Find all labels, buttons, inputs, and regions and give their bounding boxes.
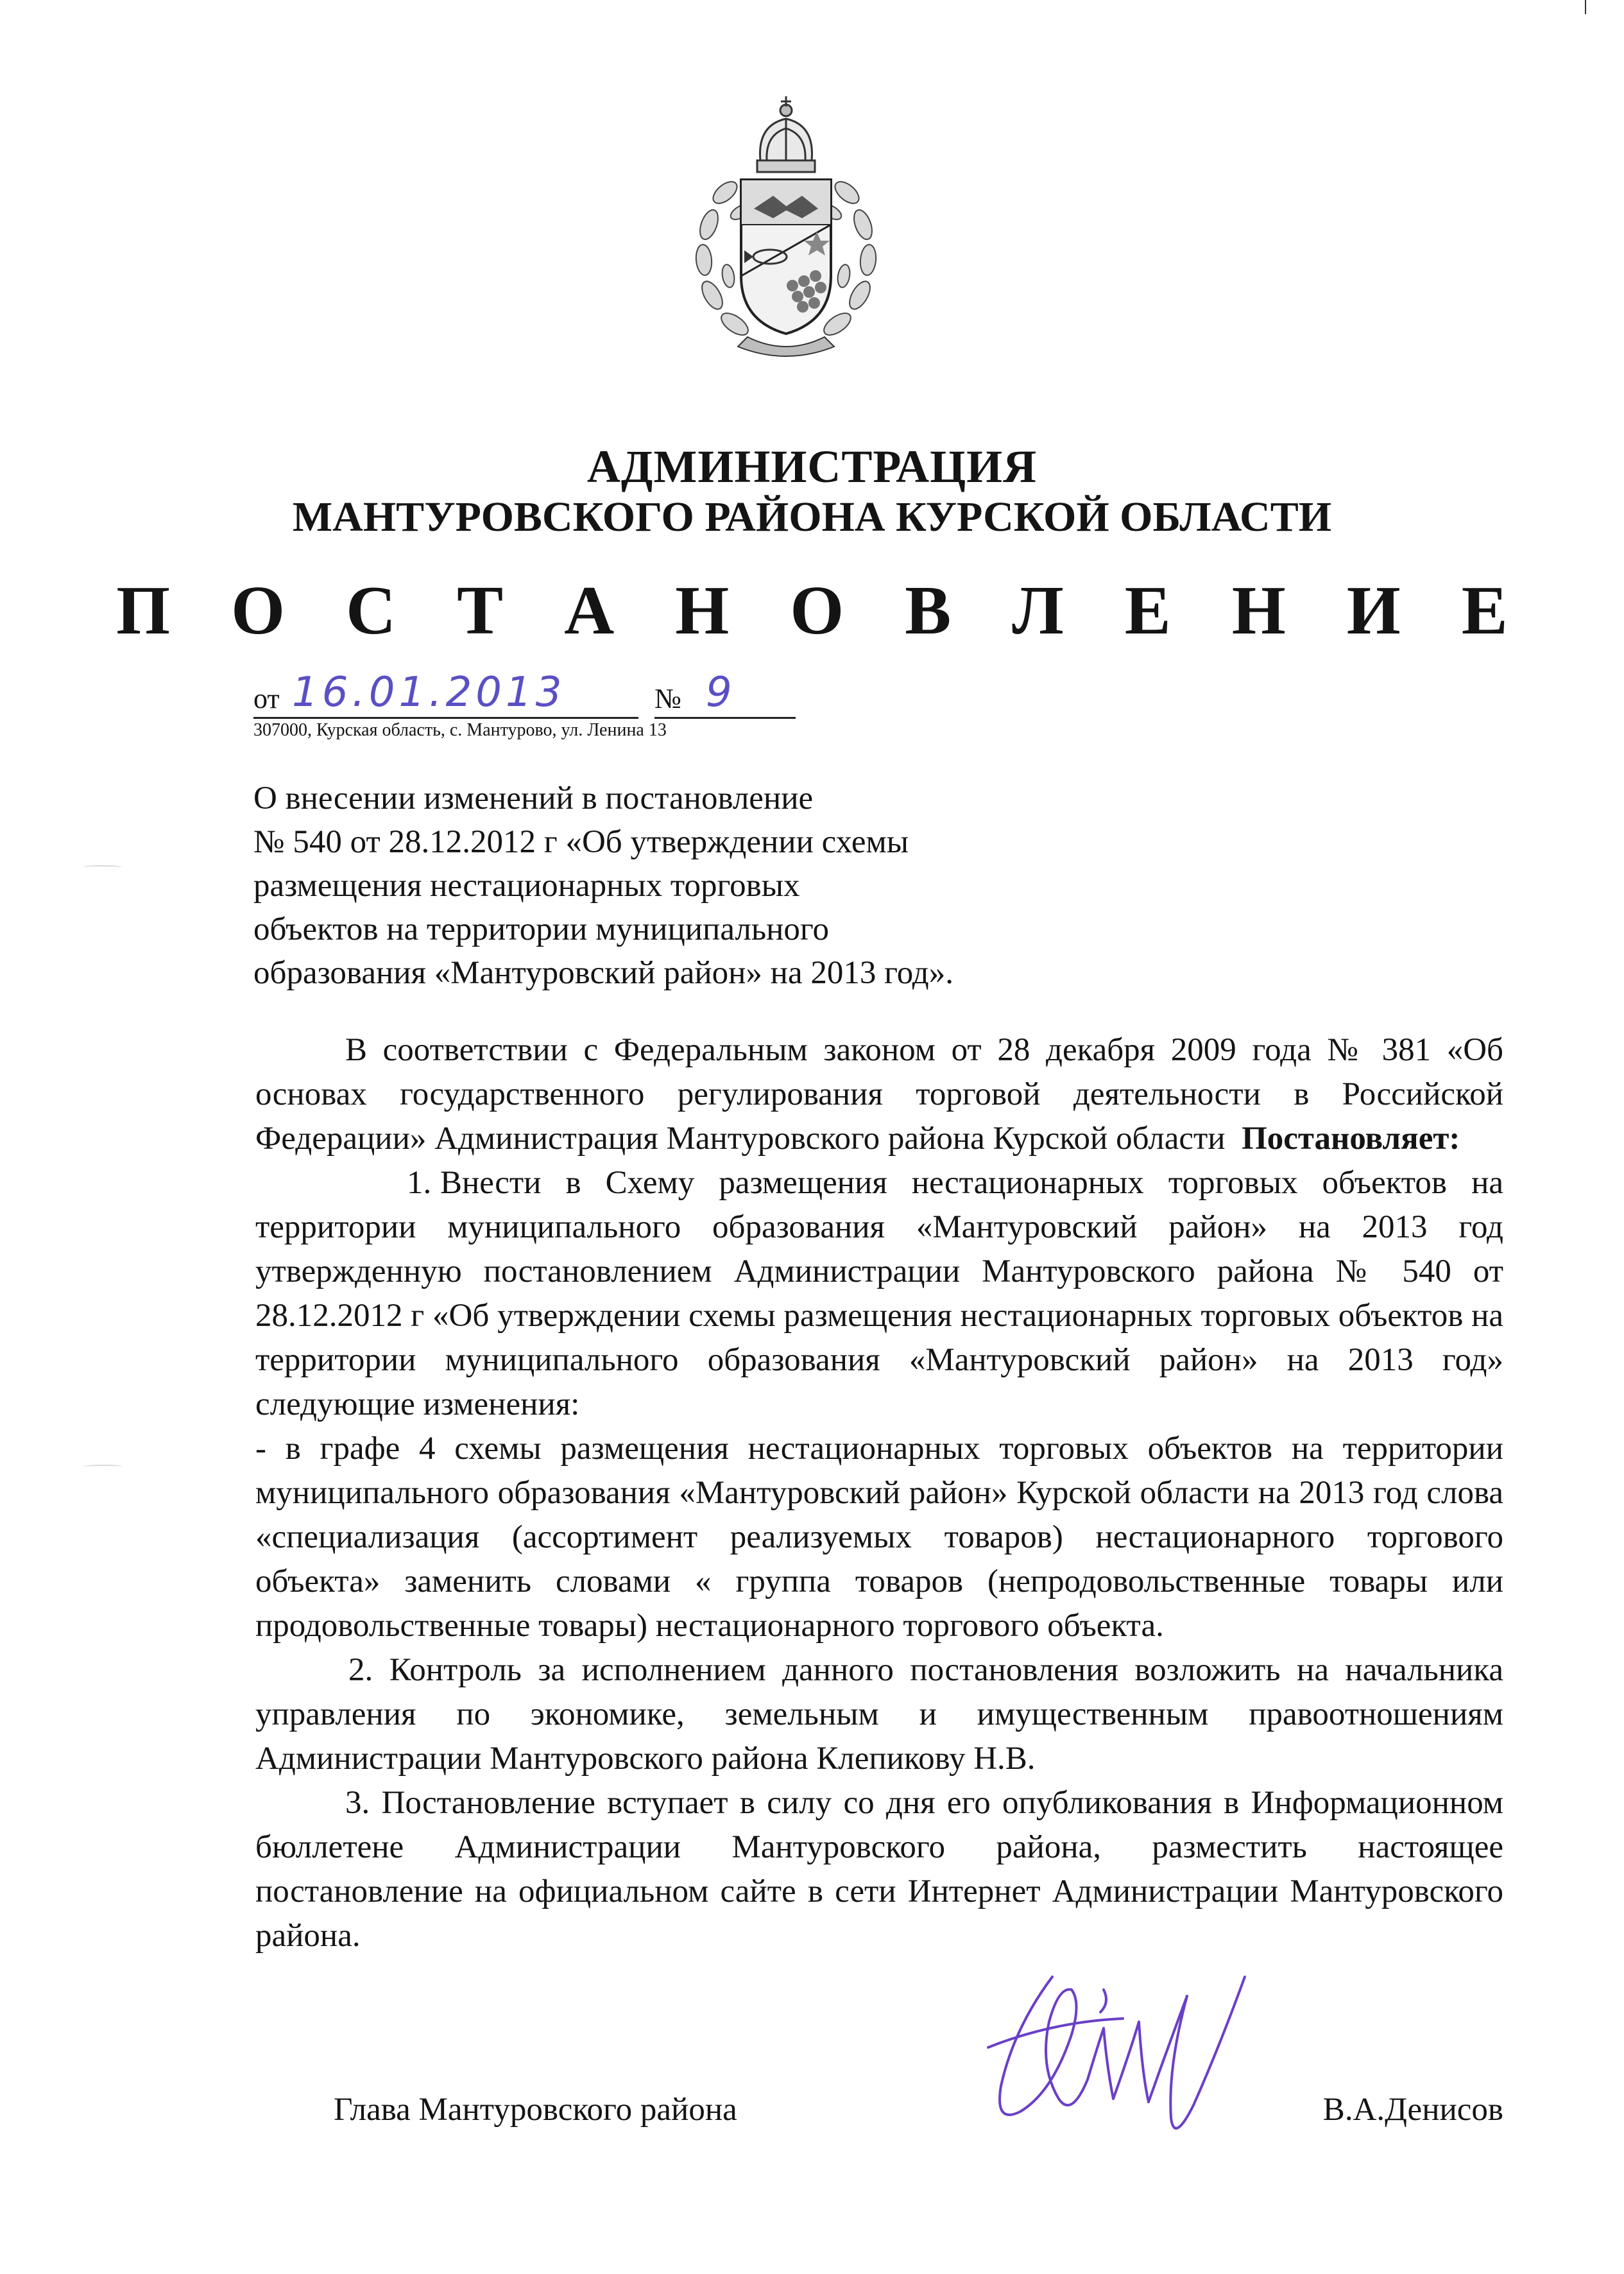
date-underline <box>253 717 638 719</box>
item-1-number: 1. <box>407 1165 432 1201</box>
subject-line: образования «Мантуровский район» на 2013 год». <box>253 955 953 991</box>
item-1-text: Внести в Схему размещения нестационарных торговых объектов на территории муниципального образования «Мантуровский район» на 2013 год утвержденную постановлением Администрации Мантуровского района № 540 от 28.12.2012 г «Об утверждении схемы размещения нестационарных торговых объектов на территории муниципального образования «Мантуровский район» на 2013 год» следующие изменения: <box>255 1165 1503 1422</box>
subject-line: № 540 от 28.12.2012 г «Об утверждении схемы <box>253 824 909 860</box>
subject-line: О внесении изменений в постановление <box>253 780 814 816</box>
date-label: от <box>253 683 280 714</box>
item-2-paragraph: 2. Контроль за исполнением данного постановления возложить на начальника управления по экономике, земельным и имущественным правоотношениям Администрации Мантуровского района Клепикову Н.В. <box>255 1652 1503 1777</box>
signatory-name: В.А.Денисов <box>1322 2092 1503 2128</box>
item-1-paragraph <box>255 1161 1503 1427</box>
scan-hole-mark <box>83 865 122 869</box>
number-handwritten: 9 <box>706 669 736 716</box>
date-number-line <box>253 669 796 719</box>
item-1-change-paragraph: - в графе 4 схемы размещения нестационарных торговых объектов на территории муниципального образования «Мантуровский район» Курской области на 2013 год слова «специализация (ассортимент реализуемых товаров) нестационарного торгового объекта» заменить словами « группа товаров (непродовольственные товары или продовольственные товары) нестационарного торгового объекта. <box>255 1431 1503 1644</box>
subject-line: размещения нестационарных торговых <box>253 868 800 904</box>
coat-of-arms-emblem <box>664 64 908 366</box>
signatory-position: Глава Мантуровского района <box>334 2092 737 2128</box>
organization-title: АДМИНИСТРАЦИЯ <box>586 441 1038 492</box>
subject-line: объектов на территории муниципального <box>253 911 830 947</box>
number-underline <box>654 717 796 719</box>
organization-subtitle: МАНТУРОВСКОГО РАЙОНА КУРСКОЙ ОБЛАСТИ <box>292 494 1332 540</box>
document-subject <box>253 777 953 995</box>
number-label: № <box>654 683 681 714</box>
document-body <box>255 1028 1503 1958</box>
item-3-paragraph: 3. Постановление вступает в силу со дня его опубликования в Информационном бюллетене Администрации Мантуровского района, разместить настоящее постановление на официальном сайте в сети Интернет Администрации Мантуровского района. <box>255 1785 1503 1954</box>
preamble-text: В соответствии с Федеральным законом от 28 декабря 2009 года № 381 «Об основах государственного регулирования торговой деятельности в Российской Федерации» Администрация Мантуровского района Курской области <box>255 1032 1503 1157</box>
date-handwritten: 16.01.2013 <box>292 669 566 716</box>
scan-hole-mark <box>83 1465 122 1469</box>
handwritten-signature <box>975 1951 1270 2169</box>
preamble-paragraph <box>255 1028 1503 1161</box>
resolution-word: Постановляет: <box>1242 1121 1460 1157</box>
document-type-heading: П О С Т А Н О В Л Е Н И Е <box>116 573 1530 649</box>
scan-edge-line <box>1585 0 1586 14</box>
organization-address: 307000, Курская область, с. Мантурово, ул. Ленина 13 <box>253 720 667 740</box>
